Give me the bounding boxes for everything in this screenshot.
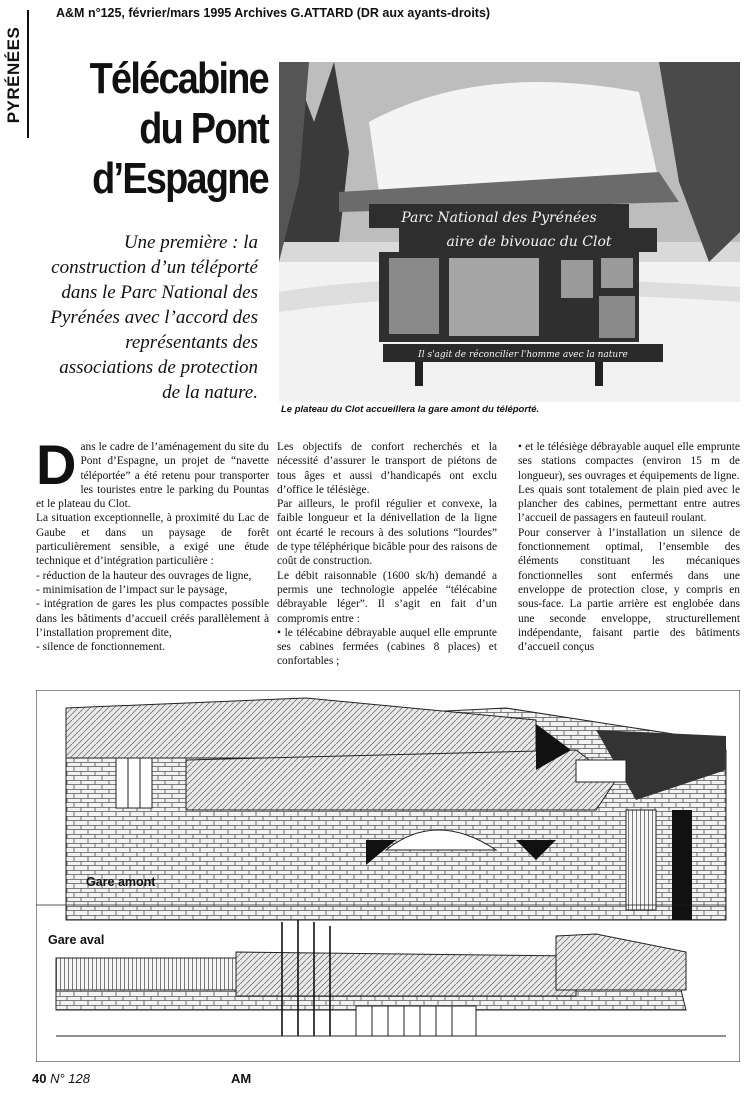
sign-motto: Il s'agit de réconcilier l'homme avec la nature: [418, 350, 628, 360]
photo-caption: Le plateau du Clot accueillera la gare amont du téléporté.: [281, 404, 540, 415]
section-rule: [27, 10, 29, 138]
col1-bullet-2: - minimisation de l’impact sur le paysage,: [36, 583, 228, 596]
col1-paragraph-2: La situation exceptionnelle, à proximité du Lac de Gaube et dans un paysage de forêt particulièrement sensible, a exigé une étude technique et d’intégration particulière :: [36, 512, 269, 568]
title-line-1: Télécabine: [89, 54, 268, 103]
page-number: 40: [32, 1071, 47, 1086]
col1-bullet-4: - silence de fonctionnement.: [36, 641, 166, 654]
article-photo: [279, 62, 740, 402]
archive-header: A&M n°125, février/mars 1995 Archives G.ATTARD (DR aux ayants-droits): [56, 6, 491, 20]
col2-paragraph-3: Le débit raisonnable (1600 sk/h) demandé a permis une technologie appelée “télécabine débrayable léger”. Il s’agit en fait d’un compromis entre :: [277, 569, 497, 625]
col2-paragraph-1: Les objectifs de confort recherchés et la nécessité d’assurer le transport de piétons de tous âges et aussi d’handicapés ont exclu d’office le télésiège.: [277, 441, 497, 496]
col1-intro: ans le cadre de l’aménagement du site du Pont d’Espagne, un projet de “navette téléportée” a été retenu pour transporter les touristes entre le parking du Pountas et le plateau du Clot.: [36, 441, 269, 511]
magazine-logo: AM: [231, 1071, 252, 1086]
text-column-3: [518, 440, 740, 654]
col2-paragraph-4: • le télécabine débrayable auquel elle emprunte ses cabines fermées (cabines 8 places) et confortables ;: [277, 626, 497, 668]
label-lower-station: Gare aval: [48, 933, 105, 947]
title-line-3: d’Espagne: [92, 154, 268, 203]
sign-title: Parc National des Pyrénées: [401, 210, 597, 226]
section-label: [4, 14, 24, 136]
drop-cap: D: [36, 433, 77, 496]
page-footer: [32, 1071, 90, 1086]
title-line-2: du Pont: [139, 104, 268, 153]
park-sign-photo: [279, 62, 740, 402]
col2-paragraph-2: Par ailleurs, le profil régulier et convexe, la faible longueur et la dénivellation de la ligne ont écarté le recours à des solutions “lourdes” de type téléphérique bicâble pour des raisons de coût de construction.: [277, 498, 497, 568]
label-upper-station: Gare amont: [86, 875, 156, 889]
sign-subtitle: aire de bivouac du Clot: [446, 234, 612, 250]
article-title: [36, 54, 268, 204]
text-column-1: [36, 433, 269, 654]
col3-paragraph-3: Pour conserver à l’installation un silence de fonctionnement optimal, l’ensemble des éléments constituant les mécaniques fonctionnelles sont enfermés dans une enveloppe de protection close, y compris en sous-face. La partie arrière est englobée dans une seconde enveloppe, structurellement indépendante, faisant partie des bâtiments d’accueil conçus: [518, 526, 740, 654]
text-column-2: [277, 440, 497, 669]
col3-paragraph-2: Les quais sont totalement de plain pied avec le plancher des cabines, permettant entre autres l’accueil de passagers en fauteuil roulant.: [518, 483, 740, 525]
article-lead: Une première : la construction d’un téléporté dans le Parc National des Pyrénées avec l’accord des représentants des associations de protection de la nature.: [50, 232, 258, 403]
section-label-text: PYRÉNÉES: [4, 26, 23, 124]
col1-bullet-1: - réduction de la hauteur des ouvrages de ligne,: [36, 569, 252, 582]
station-elevations: [36, 690, 740, 1062]
col3-paragraph-1: • et le télésiège débrayable auquel elle emprunte ses stations compactes (environ 15 m de longueur), ses ouvrages et équipements de ligne.: [518, 441, 740, 482]
architectural-drawing: [36, 690, 740, 1062]
col1-bullet-3: - intégration de gares les plus compactes possible dans les bâtiments d’accueil créés parallèlement à l’installation proprement dite,: [36, 598, 269, 639]
issue-number: N° 128: [50, 1071, 90, 1086]
